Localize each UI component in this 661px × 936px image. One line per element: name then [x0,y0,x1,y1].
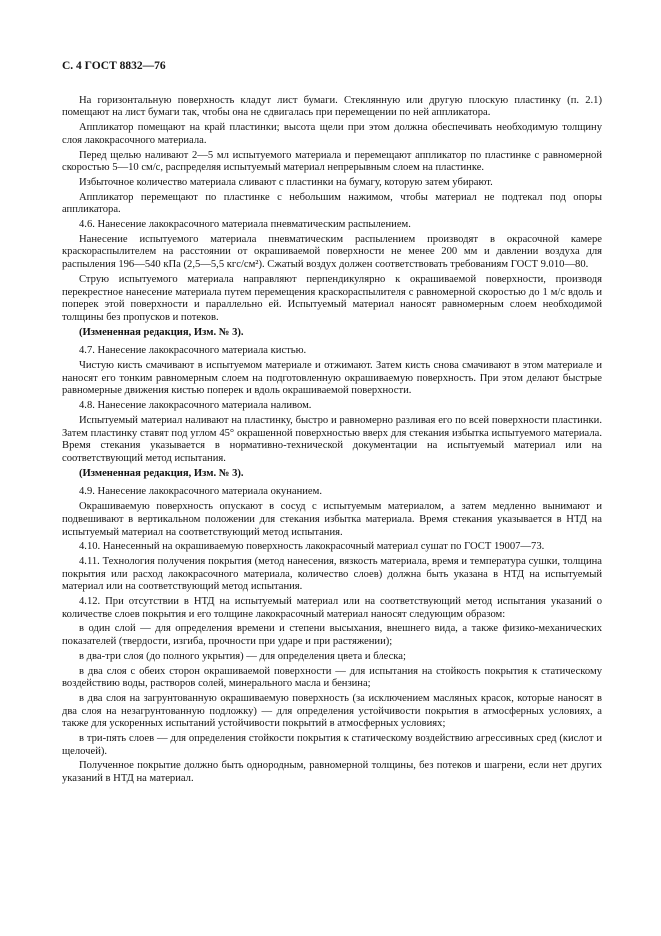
paragraph: 4.12. При отсутствии в НТД на испытуемый материал или на соответствующий метод испытания указаний о количестве слоев покрытия и его толщине лакокрасочный материал наносят следующим образом: [62,596,602,620]
paragraph: в два слоя с обеих сторон окрашиваемой поверхности — для испытания на стойкость покрытия к статическому воздействию воды, растворов солей, минерального масла и бензина; [62,665,602,690]
paragraph: 4.10. Нанесенный на окрашиваемую поверхность лакокрасочный материал сушат по ГОСТ 19007—73. [79,541,545,553]
paragraph: 4.6. Нанесение лакокрасочного материала пневматическим распылением. [79,219,411,231]
paragraph: в два-три слоя (до полного укрытия) — для определения цвета и блеска; [79,650,406,662]
paragraph: 4.11. Технология получения покрытия (метод нанесения, вязкость материала, время и температура сушки, толщина покрытия или расход лакокрасочного материала, количество слоев) должна быть указана в НТД на испытуемый материал или на соответствующий метод испытания. [62,555,602,593]
paragraph: На горизонтальную поверхность кладут лист бумаги. Стеклянную или другую плоскую пластинку (п. 2.1) помещают на лист бумаги так, чтобы она не сдвигалась при перемещении по ней аппликатора. [62,94,602,119]
paragraph: 4.9. Нанесение лакокрасочного материала окунанием. [79,486,322,498]
paragraph: 4.7. Нанесение лакокрасочного материала кистью. [79,345,307,357]
paragraph: Аппликатор перемещают по пластинке с небольшим нажимом, чтобы материал не подтекал под опоры аппликатора. [62,191,602,216]
paragraph: Испытуемый материал наливают на пластинку, быстро и равномерно разливая его по всей поверхности пластинки. Затем пластинку ставят под углом 45° окрашенной поверхностью вверх для стекания избытка испытуемого материала. Время стекания указывается в нормативно-технической документации на испытуемый материал или на соответствующий метод испытания. [62,414,602,464]
paragraph: Избыточное количество материала сливают с пластинки на бумагу, которую затем убирают. [79,176,493,188]
paragraph: в два слоя на загрунтованную окрашиваемую поверхность (за исключением масляных красок, которые наносят в два слоя на незагрунтованную подложку) — для определения устойчивости покрытия в атмосферных условиях, а также для ускоренных испытаний устойчивости покрытий в атмосферных условиях; [62,692,602,730]
paragraph: Окрашиваемую поверхность опускают в сосуд с испытуемым материалом, а затем медленно вынимают и подвешивают в вертикальном положении для стекания избытка материала. Время стекания указывается в НТД на испытуемый материал на соответствующий метод испытания. [62,501,602,538]
amendment-note: (Измененная редакция, Изм. № 3). [79,467,244,479]
paragraph: Чистую кисть смачивают в испытуемом материале и отжимают. Затем кисть снова смачивают в этом материале и наносят его тонким равномерным слоем на подготовленную окрашиваемую поверхность. При этом делают быстрые равномерные движения кистью поперек и вдоль окрашиваемой поверхности. [62,360,602,397]
document-body [62,95,602,786]
paragraph: Перед щелью наливают 2—5 мл испытуемого материала и перемещают аппликатор по пластинке с равномерной скоростью 5—10 см/с, распределяя испытуемый материал непрерывным слоем на пластинке. [62,149,602,174]
paragraph: в один слой — для определения времени и степени высыхания, внешнего вида, а также физико-механических показателей (твердости, изгиба, прочности при ударе и при растяжении); [62,623,602,648]
paragraph: Полученное покрытие должно быть однородным, равномерной толщины, без потеков и шагрени, если нет других указаний в НТД на материал. [62,760,602,785]
paragraph: 4.8. Нанесение лакокрасочного материала наливом. [79,400,312,412]
paragraph: в три-пять слоев — для определения стойкости покрытия к статическому воздействию агрессивных сред (кислот и щелочей). [62,733,602,757]
paragraph: Аппликатор помещают на край пластинки; высота щели при этом должна обеспечивать необходимую толщину слоя лакокрасочного материала. [62,122,602,146]
paragraph: Нанесение испытуемого материала пневматическим распылением производят в окрасочной камере краскораспылителем на расстоянии от окрашиваемой поверхности не менее 200 мм и давлении воздуха для распыления 196—540 кПа (2,5—5,5 кгс/см²). Сжатый воздух должен соответствовать требованиям ГОСТ 9.010—80. [62,233,602,271]
document-page [62,60,602,788]
amendment-note: (Измененная редакция, Изм. № 3). [79,326,244,338]
paragraph: Струю испытуемого материала направляют перпендикулярно к окрашиваемой поверхности, производя перекрестное нанесение материала путем перемещения краскораспылителя с равномерной скоростью до 1 м/с вдоль и поперек этой поверхности и параллельно ей. Испытуемый материал наносят равномерным слоем необходимой толщины без пропусков и потеков. [62,273,602,323]
page-header: С. 4 ГОСТ 8832—76 [62,60,166,72]
